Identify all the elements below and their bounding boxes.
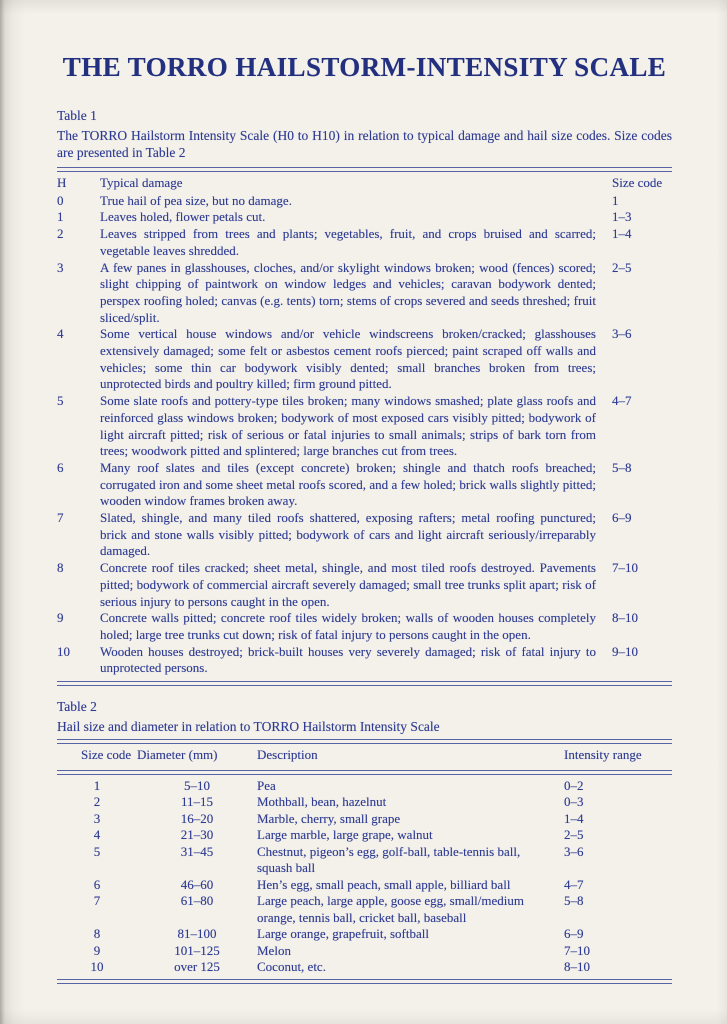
- h-cell: 3: [57, 259, 64, 275]
- table2-header-row: [57, 744, 672, 768]
- size-code-cell: 2–5: [612, 259, 632, 275]
- diameter-cell: 101–125: [174, 942, 220, 958]
- damage-cell: A few panes in glasshouses, cloches, and/or skylight windows broken; wood (fences) scored; slight chipping of paintwork on window ledges and vehicles; caravan bodywork dented; perspex roofing holed; canvas (e.g. tents) torn; stems of crops severed and seeds threshed; fruit sliced/split.: [100, 259, 596, 325]
- size-code-cell: 6–9: [612, 510, 632, 526]
- size-code-cell: 9–10: [612, 643, 638, 659]
- damage-cell: Leaves stripped from trees and plants; vegetables, fruit, and crops bruised and scarred; vegetable leaves shredded.: [100, 226, 596, 258]
- h-cell: 4: [57, 326, 64, 342]
- table2-header-description: Description: [257, 747, 318, 763]
- h-cell: 2: [57, 226, 64, 242]
- table-row: [57, 959, 672, 976]
- size-code-cell: 8: [93, 926, 101, 942]
- table-row: [57, 778, 672, 795]
- table-row: [57, 193, 672, 210]
- size-code-cell: 3–6: [612, 326, 632, 342]
- h-cell: 1: [57, 209, 64, 225]
- table1-section: [57, 108, 672, 686]
- table2-header-intensity: Intensity range: [564, 747, 642, 763]
- intensity-cell: 0–3: [564, 794, 584, 810]
- size-code-cell: 1–3: [612, 209, 632, 225]
- table1-header-row: [57, 175, 672, 192]
- damage-cell: Slated, shingle, and many tiled roofs shattered, exposing rafters; metal roofing punctured; brick and stone walls visibly pitted; bodywork of cars and light aircraft seriously/irreparably damaged.: [100, 510, 596, 559]
- size-code-cell: 4: [93, 827, 101, 843]
- table2-caption: Hail size and diameter in relation to TORRO Hailstorm Intensity Scale: [57, 719, 440, 735]
- table-row: [57, 393, 672, 460]
- size-code-cell: 1: [612, 192, 619, 208]
- size-code-cell: 5: [93, 843, 101, 859]
- damage-cell: Many roof slates and tiles (except concrete) broken; shingle and thatch roofs breached; corrugated iron and some sheet metal roofs scored, and a few holed; brick walls slightly pitted; wooden window frames broken away.: [100, 459, 596, 509]
- table2-top-rule: [57, 739, 672, 744]
- table2-body: [57, 778, 672, 976]
- h-cell: 8: [57, 560, 64, 576]
- table2-header-size-code: Size code: [81, 747, 132, 763]
- damage-cell: Concrete walls pitted; concrete roof tiles widely broken; walls of wooden houses completely holed; large tree trunks cut down; risk of fatal injury to persons caught in the open.: [100, 610, 596, 642]
- table1-caption: The TORRO Hailstorm Intensity Scale (H0 to H10) in relation to typical damage and hail size codes. Size codes are presented in Table 2: [57, 128, 672, 160]
- table-row: [57, 326, 672, 393]
- description-cell: Mothball, bean, hazelnut: [257, 794, 387, 810]
- intensity-cell: 7–10: [564, 942, 590, 958]
- table1-label: Table 1: [57, 108, 97, 123]
- diameter-cell: 16–20: [180, 810, 214, 826]
- damage-cell: Some vertical house windows and/or vehicle windscreens broken/cracked; glasshouses extensively damaged; some felt or asbestos cement roofs pierced; paint scraped off walls and vehicles; some thin car bodywork visibly dented; small branches broken from trees; unprotected birds and poultry killed; firm ground pitted.: [100, 326, 596, 392]
- table-row: [57, 610, 672, 643]
- table1-header-damage: Typical damage: [100, 175, 183, 190]
- table1-top-rule: [57, 167, 672, 172]
- table-row: [57, 644, 672, 677]
- page-title: THE TORRO HAILSTORM-INTENSITY SCALE: [62, 52, 667, 82]
- table2-section: [57, 699, 672, 984]
- intensity-cell: 8–10: [564, 959, 590, 975]
- damage-cell: Some slate roofs and pottery-type tiles broken; many windows smashed; plate glass roofs and reinforced glass windows broken; bodywork of most exposed cars visibly pitted; bodywork of light aircraft pitted; risk of serious or fatal injuries to small animals; strips of bark torn from trees; woodwork pitted and splintered; large branches cut from trees.: [100, 393, 596, 459]
- diameter-cell: 31–45: [180, 843, 214, 859]
- h-cell: 7: [57, 510, 64, 526]
- description-cell: Large marble, large grape, walnut: [257, 827, 433, 843]
- intensity-cell: 3–6: [564, 843, 584, 859]
- table1-bottom-rule: [57, 681, 672, 686]
- table-row: [57, 877, 672, 894]
- description-cell: Large peach, large apple, goose egg, small/medium orange, tennis ball, cricket ball, baseball: [257, 893, 525, 925]
- diameter-cell: 21–30: [180, 827, 214, 843]
- intensity-cell: 2–5: [564, 827, 584, 843]
- intensity-cell: 0–2: [564, 777, 584, 793]
- size-code-cell: 7: [93, 893, 101, 909]
- diameter-cell: 61–80: [180, 893, 214, 909]
- table-row: [57, 811, 672, 828]
- table1-header-h: H: [57, 175, 67, 190]
- intensity-cell: 6–9: [564, 926, 584, 942]
- h-cell: 10: [57, 643, 70, 659]
- table-row: [57, 510, 672, 560]
- size-code-cell: 5–8: [612, 459, 632, 475]
- size-code-cell: 8–10: [612, 610, 638, 626]
- size-code-cell: 1–4: [612, 226, 632, 242]
- damage-cell: Wooden houses destroyed; brick-built houses very severely damaged; risk of fatal injury to unprotected persons.: [100, 643, 596, 676]
- h-cell: 5: [57, 393, 64, 409]
- intensity-cell: 1–4: [564, 810, 584, 826]
- diameter-cell: over 125: [174, 959, 220, 975]
- table-row: [57, 926, 672, 943]
- description-cell: Large orange, grapefruit, softball: [257, 926, 429, 942]
- size-code-cell: 7–10: [612, 560, 638, 576]
- size-code-cell: 6: [93, 876, 101, 892]
- table2-header-diameter: Diameter (mm): [137, 747, 218, 763]
- h-cell: 9: [57, 610, 64, 626]
- table1-header-size-code: Size code: [612, 175, 663, 190]
- size-code-cell: 1: [93, 777, 101, 793]
- description-cell: Coconut, etc.: [257, 959, 326, 975]
- table-row: [57, 560, 672, 610]
- table-row: [57, 226, 672, 259]
- table-row: [57, 827, 672, 844]
- h-cell: 0: [57, 192, 64, 208]
- table-row: [57, 794, 672, 811]
- h-cell: 6: [57, 459, 64, 475]
- table-row: [57, 260, 672, 327]
- size-code-cell: 10: [90, 959, 104, 975]
- size-code-cell: 4–7: [612, 393, 632, 409]
- intensity-cell: 4–7: [564, 876, 584, 892]
- description-cell: Hen’s egg, small peach, small apple, billiard ball: [257, 876, 511, 892]
- size-code-cell: 3: [93, 810, 101, 826]
- size-code-cell: 9: [93, 942, 101, 958]
- table-row: [57, 209, 672, 226]
- description-cell: Marble, cherry, small grape: [257, 810, 401, 826]
- diameter-cell: 5–10: [184, 777, 210, 793]
- diameter-cell: 46–60: [180, 876, 214, 892]
- table2-bottom-rule: [57, 979, 672, 984]
- description-cell: Chestnut, pigeon’s egg, golf-ball, table-tennis ball, squash ball: [257, 843, 521, 876]
- damage-cell: Concrete roof tiles cracked; sheet metal, shingle, and most tiled roofs destroyed. Pavements pitted; bodywork of commercial aircraft severely damaged; small tree trunks split apart; risk of serious injury to persons caught in the open.: [100, 560, 596, 609]
- description-cell: Pea: [257, 777, 276, 793]
- description-cell: Melon: [257, 942, 291, 958]
- table2-label: Table 2: [57, 699, 97, 715]
- damage-cell: Leaves holed, flower petals cut.: [100, 209, 266, 225]
- size-code-cell: 2: [93, 794, 101, 810]
- damage-cell: True hail of pea size, but no damage.: [100, 192, 292, 208]
- table-row: [57, 893, 672, 926]
- diameter-cell: 11–15: [180, 794, 214, 810]
- table-row: [57, 943, 672, 960]
- table-row: [57, 844, 672, 877]
- table-row: [57, 460, 672, 510]
- diameter-cell: 81–100: [177, 926, 217, 942]
- table2-header-rule: [57, 770, 672, 775]
- intensity-cell: 5–8: [564, 893, 584, 909]
